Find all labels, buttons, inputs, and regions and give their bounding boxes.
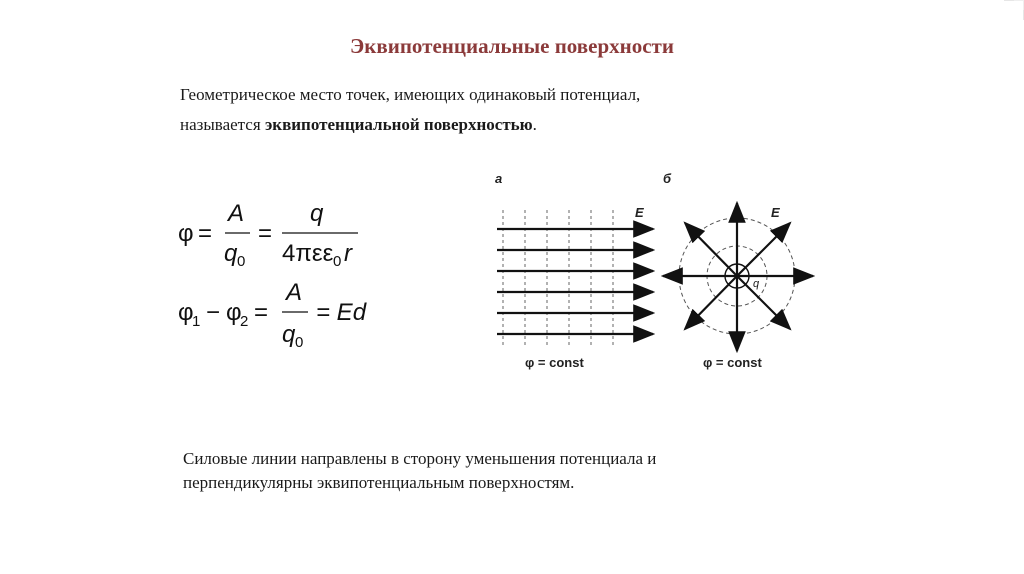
- formula2-phi1: φ: [178, 299, 194, 326]
- formula1-frac1-den-sub: 0: [237, 253, 246, 270]
- formula1-frac2-den-tail: r: [344, 240, 352, 267]
- figure-b-caption: φ = const: [703, 355, 762, 370]
- formula2-frac-num: A: [286, 280, 303, 306]
- formula2-phi2: φ: [226, 299, 242, 326]
- intro-suffix: .: [532, 115, 537, 134]
- formula2-frac-den-sub: 0: [295, 334, 304, 351]
- formula1-frac1-num: A: [228, 200, 245, 227]
- figure-b-label: б: [663, 171, 672, 186]
- formula-potential-difference: [170, 280, 390, 360]
- intro-prefix: называется: [180, 115, 265, 134]
- formula1-frac2-den-sub: 0: [333, 253, 342, 270]
- charge-label: q: [753, 278, 760, 290]
- figure-uniform-field: [485, 165, 665, 375]
- formula1-frac2-num: q: [310, 200, 324, 227]
- figure-a-label: а: [495, 171, 503, 186]
- equipotential-planes: [503, 210, 613, 345]
- formula1-frac1-den: q: [224, 240, 238, 267]
- formula2-tail: = Ed: [316, 299, 367, 326]
- intro-line-2: [180, 110, 800, 140]
- formula-potential: [170, 195, 380, 275]
- formula1-eq1: =: [198, 220, 213, 247]
- field-lines: [497, 229, 653, 334]
- formula1-phi: φ: [178, 220, 194, 247]
- formula1-frac2-den: 4πεε: [282, 240, 334, 267]
- formula1-eq2: =: [258, 220, 273, 247]
- formula2-sub2: 2: [240, 313, 249, 330]
- formula2-eq: =: [254, 299, 269, 326]
- figure-a-field-label: E: [635, 205, 644, 220]
- radial-field-lines: [663, 203, 813, 351]
- intro-line-1: Геометрическое место точек, имеющих одинаковый потенциал,: [180, 85, 641, 104]
- figure-a-caption: φ = const: [525, 355, 584, 370]
- slide-title: Эквипотенциальные поверхности: [350, 34, 674, 58]
- figure-b-field-label: E: [771, 205, 780, 220]
- formula2-sub1: 1: [192, 313, 201, 330]
- formula2-frac-den: q: [282, 321, 296, 348]
- figure-point-charge: [655, 165, 825, 375]
- conclusion-line-2: перпендикулярны эквипотенциальным поверхностям.: [183, 473, 575, 492]
- intro-text: [180, 80, 800, 140]
- conclusion-line-1: Силовые линии направлены в сторону уменьшения потенциала и: [183, 449, 657, 468]
- conclusion-text: [183, 447, 823, 495]
- intro-bold-term: эквипотенциальной поверхностью: [264, 115, 533, 134]
- formula2-minus: −: [206, 299, 221, 326]
